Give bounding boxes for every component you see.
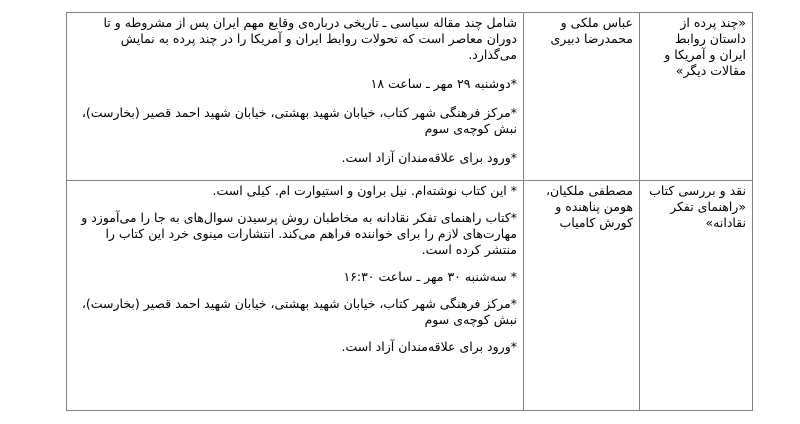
event-entry: *ورود برای علاقه‌مندان آزاد است. (341, 150, 517, 165)
event-details (67, 13, 524, 181)
event-time: *دوشنبه ۲۹ مهر ـ ساعت ۱۸ (370, 76, 517, 91)
event-title (640, 13, 753, 181)
event-title (640, 181, 753, 411)
event-details (67, 181, 524, 411)
event-title-text: نقد و بررسی کتاب «راهنمای تفکر نقادانه» (649, 183, 746, 230)
event-speakers (524, 13, 640, 181)
event-place: *مرکز فرهنگی شهر کتاب، خیابان شهید بهشتی، خیابان شهید احمد قصیر (بخارست)، نبش کوچه‌ی سوم (81, 296, 517, 327)
event-place: *مرکز فرهنگی شهر کتاب، خیابان شهید بهشتی، خیابان شهید احمد قصیر (بخارست)، نبش کوچه‌ی سوم (81, 105, 517, 136)
table-row (67, 181, 753, 411)
event-speakers (524, 181, 640, 411)
event-authors: * این کتاب نوشته‌ام. نیل براون و استیوارت ام. کیلی است. (212, 183, 517, 198)
event-entry: *ورود برای علاقه‌مندان آزاد است. (341, 339, 517, 354)
event-speakers-text: مصطفی ملکیان، هومن پناهنده و کورش کامیاب (545, 183, 633, 230)
event-time: * سه‌شنبه ۳۰ مهر ـ ساعت ۱۶:۳۰ (343, 269, 517, 284)
event-description: *کتاب راهنمای تفکر نقادانه به مخاطبان روش پرسیدن سوال‌های به جا را می‌آموزد و مهارت‌های لازم را برای خواننده فراهم می‌کند. انتشارات مینوی خرد این کتاب را منتشر کرده است. (81, 210, 517, 257)
table-row (67, 13, 753, 181)
events-table (66, 12, 753, 411)
event-description: شامل چند مقاله سیاسی ـ تاریخی درباره‌ی وقایع مهم ایران پس از مشروطه و تا دوران معاصر است که تحولات روابط ایران و آمریکا را در چند پرده به نمایش می‌گذارد. (103, 15, 517, 62)
event-title-text: «چند پرده از داستان روابط ایران و آمریکا و مقالات دیگر» (664, 15, 746, 78)
event-speakers-text: عباس ملکی و محمدرضا دبیری (550, 15, 633, 46)
